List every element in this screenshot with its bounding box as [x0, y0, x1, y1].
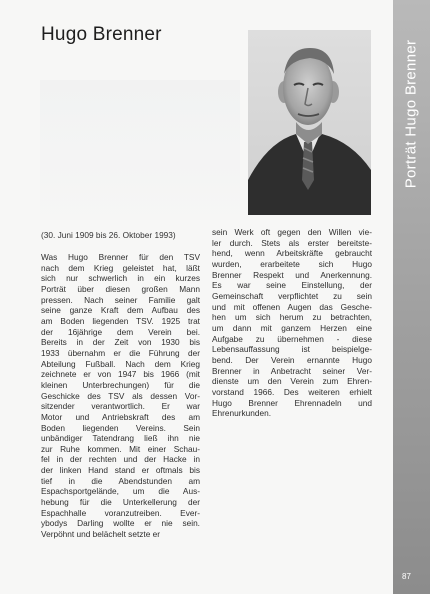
- life-dates: (30. Juni 1909 bis 26. Oktober 1993): [41, 230, 176, 240]
- text-line: um dann mit ganzem Herzen eine: [212, 322, 372, 333]
- text-line: sich nur schwerlich in ein kurzes: [41, 273, 200, 284]
- text-line: sein Werk oft gegen den Willen vie-: [212, 227, 372, 237]
- text-line: fel in der rechten und der Hacke in: [41, 454, 200, 465]
- text-line: hen um sich herum zu betrachten,: [212, 312, 372, 323]
- text-line: Boden liegenden Vereins. Sein: [41, 422, 200, 433]
- text-line: der 16jährige dem Verein bei.: [41, 326, 200, 337]
- text-line: am Boden liegenden TSV. 1925 trat: [41, 315, 200, 326]
- text-line: wurden, erarbeitete sich Hugo: [212, 258, 372, 269]
- text-line: ler durch. Stets als erster bereitste-: [212, 237, 372, 248]
- portrait-image: [248, 30, 371, 215]
- text-line: Was Hugo Brenner für den TSV: [41, 252, 200, 262]
- text-line: Abteilung Fußball. Nach dem Krieg: [41, 358, 200, 369]
- text-line: Porträt über diesen großen Mann: [41, 283, 200, 294]
- background-watermark: [40, 80, 240, 220]
- right-column: [212, 227, 372, 419]
- text-line: Geschicke des TSV als dessen Vor-: [41, 390, 200, 401]
- text-line: sitzender verantwortlich. Er war: [41, 401, 200, 412]
- text-line: unbändiger Tatendrang ließ ihn nie: [41, 433, 200, 444]
- text-line: dienste um den Verein zum Ehren-: [212, 376, 372, 387]
- text-line: zur Ruhe kommen. Mit einer Schau-: [41, 443, 200, 454]
- text-line: kleinen Unterbrechungen) für die: [41, 379, 200, 390]
- text-line: ybodys Darling wollte er nie sein.: [41, 518, 200, 529]
- text-line: Lebensauffassung ist beispielge-: [212, 344, 372, 355]
- text-line: zeichnete er von 1947 bis 1966 (mit: [41, 369, 200, 380]
- text-line: Espachsportgelände, um die Aus-: [41, 486, 200, 497]
- text-line: Espachhalle voranzutreiben. Ever-: [41, 507, 200, 518]
- text-line: Brenner Respekt und Anerkennung.: [212, 269, 372, 280]
- left-column: [41, 252, 200, 540]
- text-line: hend, wenn Arbeitskräfte gebraucht: [212, 248, 372, 259]
- text-line: Motor und Antriebskraft des am: [41, 411, 200, 422]
- text-line: Verpöhnt und belächelt setzte er: [41, 529, 161, 540]
- text-line: 1933 übernahm er die Führung der: [41, 347, 200, 358]
- text-line: Es war seine Einstellung, der: [212, 280, 372, 291]
- text-line: tief in die Abendstunden am: [41, 475, 200, 486]
- sidebar-title: Porträt Hugo Brenner: [402, 39, 420, 189]
- text-line: bend. Der Verein ernannte Hugo: [212, 354, 372, 365]
- portrait-photo: [248, 30, 371, 215]
- text-line: der linken Hand stand er oftmals bis: [41, 465, 200, 476]
- text-line: Bereits in der Zeit von 1930 bis: [41, 337, 200, 348]
- text-line: Brenner in Anbetracht seiner Ver-: [212, 365, 372, 376]
- text-line: Aufgabe zu übernehmen - diese: [212, 333, 372, 344]
- page-title: Hugo Brenner: [41, 24, 162, 45]
- text-line: pressen. Nach seiner Familie galt: [41, 294, 200, 305]
- text-line: hebung für die Unterkellerung der: [41, 497, 200, 508]
- text-line: vorstand 1966. Des weiteren erhielt: [212, 386, 372, 397]
- page-number: 87: [402, 572, 411, 581]
- text-line: seine ganze Kraft dem Aufbau des: [41, 305, 200, 316]
- text-line: Ehrenurkunden.: [212, 408, 272, 419]
- text-line: Gemeinschaft verpflichtet zu sein: [212, 290, 372, 301]
- text-line: Hugo Brenner Ehrennadeln und: [212, 397, 372, 408]
- text-line: und mit offenen Augen das Gesche-: [212, 301, 372, 312]
- text-line: nach dem Krieg geleistet hat, läßt: [41, 262, 200, 273]
